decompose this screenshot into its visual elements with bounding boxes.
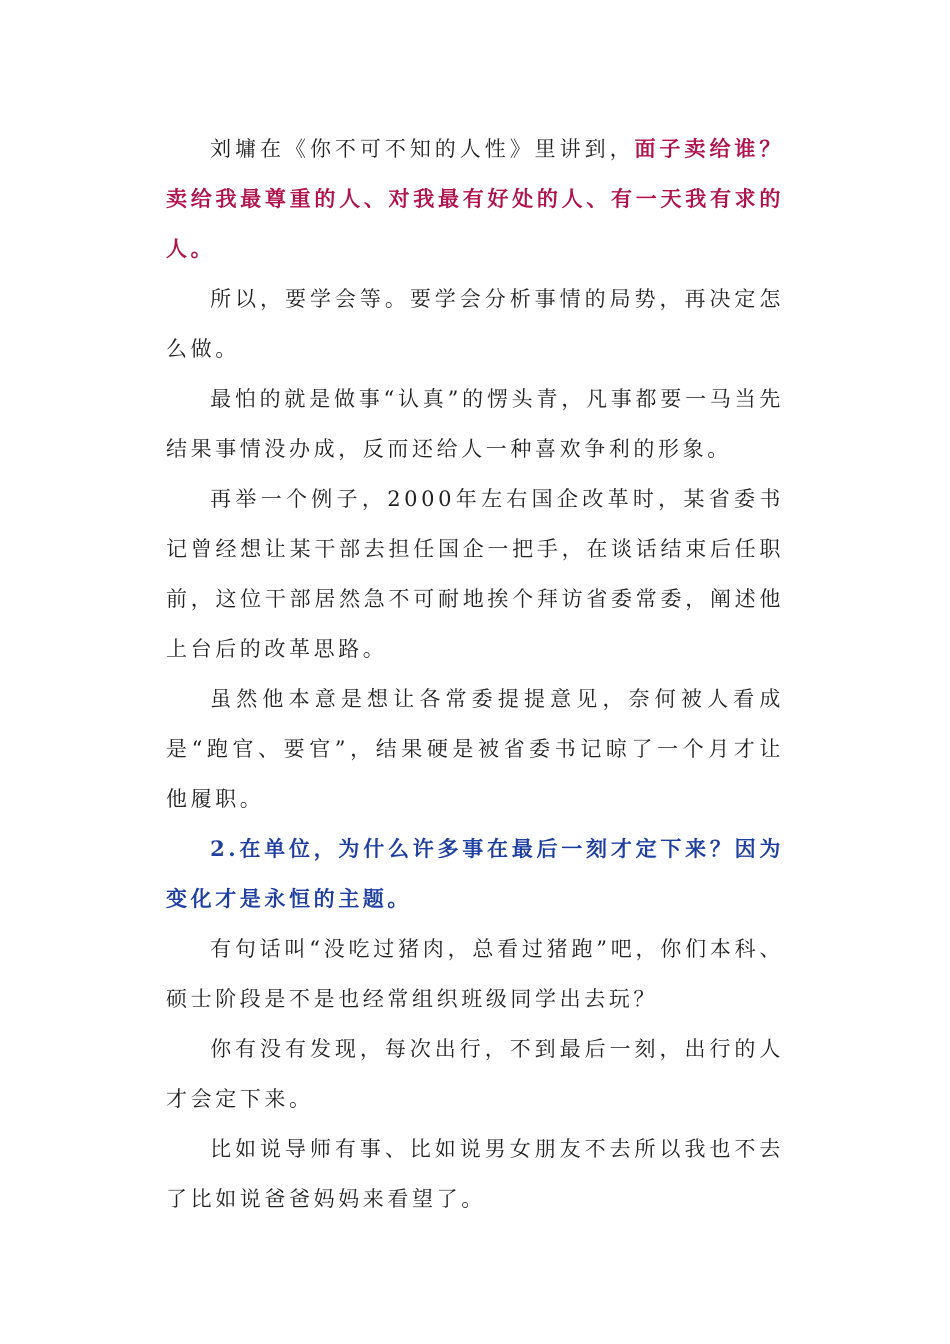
emphasis-quote: 面子卖给谁？卖给我最尊重的人、对我最有好处的人、有一天我有求的人。 — [166, 136, 784, 261]
paragraph-text: 有句话叫“没吃过猪肉，总看过猪跑”吧，你们本科、硕士阶段是不是也经常组织班级同学出去玩？ — [166, 937, 784, 1011]
paragraph-proverb — [166, 924, 784, 1024]
section-heading: 2.在单位，为什么许多事在最后一刻才定下来？因为变化才是永恒的主题。 — [166, 836, 784, 911]
paragraph-examples-list — [166, 1124, 784, 1224]
paragraph-text: 所以，要学会等。要学会分析事情的局势，再决定怎么做。 — [166, 287, 784, 361]
paragraph-rookie — [166, 374, 784, 474]
paragraph-text: 比如说导师有事、比如说男女朋友不去所以我也不去了比如说爸爸妈妈来看望了。 — [166, 1137, 784, 1211]
paragraph-result — [166, 674, 784, 824]
paragraph-text: 虽然他本意是想让各常委提提意见，奈何被人看成是“跑官、要官”，结果硬是被省委书记晾了一个月才让他履职。 — [166, 687, 784, 811]
article-body — [166, 124, 784, 1224]
paragraph-last-moment — [166, 1024, 784, 1124]
paragraph-learn-to-wait — [166, 274, 784, 374]
paragraph-text: 刘墉在《你不可不知的人性》里讲到， — [210, 137, 635, 161]
paragraph-text: 再举一个例子，2000年左右国企改革时，某省委书记曾经想让某干部去担任国企一把手，在谈话结束后任职前，这位干部居然急不可耐地挨个拜访省委常委，阐述他上台后的改革思路。 — [166, 487, 784, 661]
paragraph-text: 最怕的就是做事“认真”的愣头青，凡事都要一马当先结果事情没办成，反而还给人一种喜欢争利的形象。 — [166, 387, 784, 461]
paragraph-text: 你有没有发现，每次出行，不到最后一刻，出行的人才会定下来。 — [166, 1037, 784, 1111]
paragraph-liu-yong-quote — [166, 124, 784, 274]
paragraph-example — [166, 474, 784, 674]
